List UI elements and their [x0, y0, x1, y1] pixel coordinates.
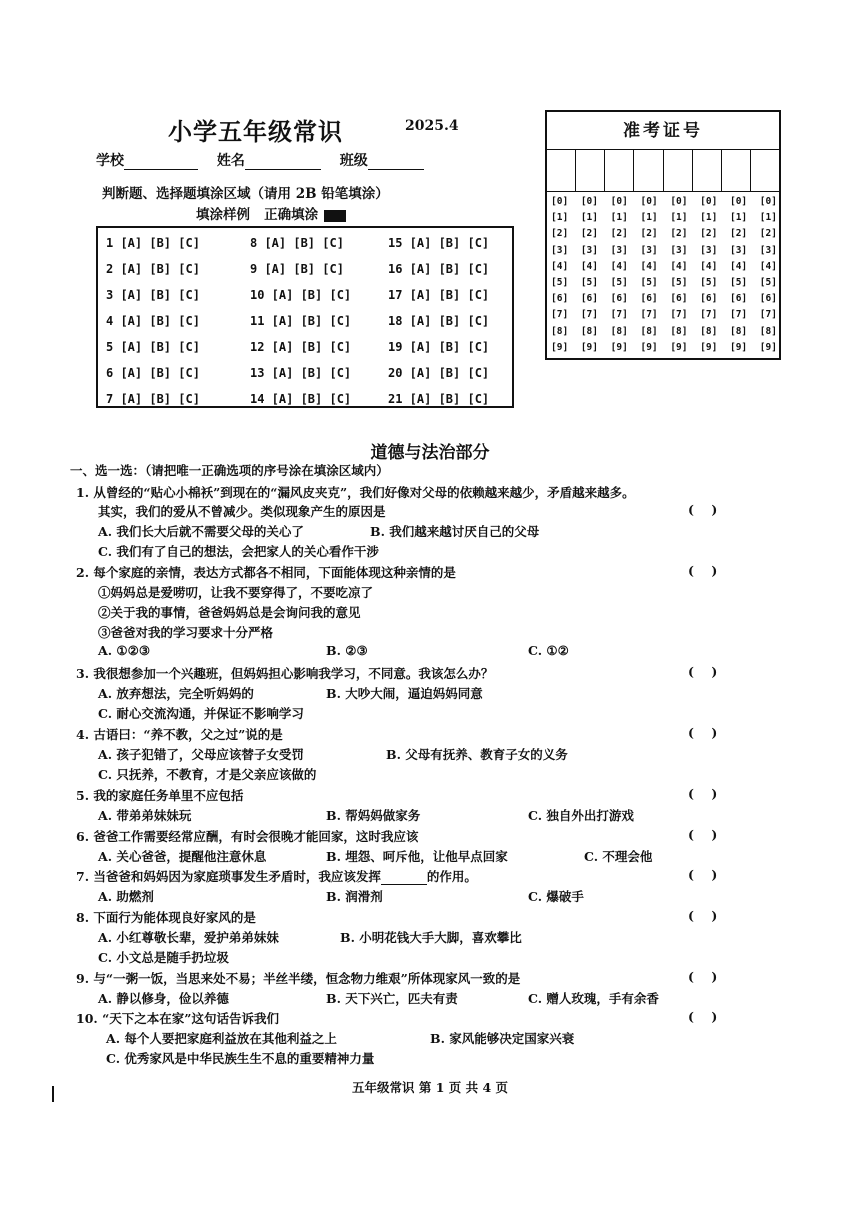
q6-option-a: A. 关心爸爸，提醒他注意休息: [98, 849, 267, 864]
q2-statement-2: ②关于我的事情，爸爸妈妈总是会询问我的意见: [98, 605, 361, 620]
digit-bubble[interactable]: [5]: [700, 277, 718, 289]
answer-paren-1: ( ): [688, 502, 718, 517]
q8-option-c: C. 小文总是随手扔垃圾: [98, 950, 229, 965]
digit-bubble[interactable]: [1]: [580, 212, 598, 224]
admission-number-box: [545, 110, 781, 360]
answer-bubble-row[interactable]: 16 [A] [B] [C]: [388, 262, 490, 276]
answer-bubble-row[interactable]: 21 [A] [B] [C]: [388, 392, 490, 406]
q9-option-c: C. 赠人玫瑰，手有余香: [528, 991, 659, 1006]
digit-column: [670, 194, 687, 356]
q1-option-c: C. 我们有了自己的想法，会把家人的关心看作干涉: [98, 544, 379, 559]
digit-bubble[interactable]: [9]: [640, 341, 658, 353]
answer-sheet-grid: [96, 226, 514, 408]
digit-bubble[interactable]: [3]: [610, 244, 628, 256]
q7-suffix: 的作用。: [426, 869, 477, 884]
digit-column: [640, 194, 657, 356]
digit-bubble[interactable]: [3]: [759, 244, 777, 256]
digit-bubble[interactable]: [5]: [729, 277, 748, 289]
question-7: [76, 867, 477, 885]
digit-bubble[interactable]: [7]: [700, 309, 718, 321]
digit-bubble[interactable]: [1]: [700, 212, 718, 224]
q6-option-c: C. 不理会他: [584, 849, 653, 864]
digit-bubble[interactable]: [5]: [670, 277, 688, 289]
question-1-cont: 其实，我们的爱从不曾减少。类似现象产生的原因是: [98, 504, 386, 519]
q8-option-b: B. 小明花钱大手大脚，喜欢攀比: [340, 930, 522, 945]
answer-bubble-row[interactable]: 15 [A] [B] [C]: [388, 236, 490, 250]
digit-bubble[interactable]: [4]: [551, 260, 569, 272]
q3-option-b: B. 大吵大闹，逼迫妈妈同意: [326, 686, 483, 701]
q1-option-a: A. 我们长大后就不需要父母的关心了: [98, 524, 304, 539]
digit-bubble[interactable]: [9]: [610, 341, 628, 353]
question-1: 1. 从曾经的“贴心小棉袄”到现在的“漏风皮夹克”，我们好像对父母的依赖越来越少，矛盾越来越多。: [76, 485, 635, 500]
name-field[interactable]: [245, 155, 321, 170]
question-6: 6. 爸爸工作需要经常应酬，有时会很晚才能回家，这时我应该: [76, 829, 419, 844]
digit-bubble[interactable]: [5]: [640, 277, 658, 289]
q5-option-a: A. 带弟弟妹妹玩: [98, 808, 192, 823]
sample-label: 填涂样例: [196, 207, 250, 223]
digit-bubble[interactable]: [7]: [759, 309, 777, 321]
student-info-line: [96, 150, 438, 170]
q10-option-b: B. 家风能够决定国家兴衰: [430, 1031, 575, 1046]
digit-bubble[interactable]: [1]: [551, 212, 569, 224]
digit-bubble[interactable]: [4]: [670, 260, 688, 272]
digit-bubble[interactable]: [0]: [580, 196, 598, 207]
answer-bubble-row[interactable]: 6 [A] [B] [C]: [106, 366, 200, 380]
digit-column: [581, 194, 598, 356]
q9-option-b: B. 天下兴亡，匹夫有责: [326, 991, 458, 1006]
q7-option-a: A. 助燃剂: [98, 889, 154, 904]
digit-bubble[interactable]: [8]: [670, 325, 688, 337]
q4-option-b: B. 父母有抚养、教育子女的义务: [386, 747, 568, 762]
answer-bubble-row[interactable]: 2 [A] [B] [C]: [106, 262, 200, 276]
q5-option-c: C. 独自外出打游戏: [528, 808, 634, 823]
digit-bubble[interactable]: [7]: [729, 309, 748, 321]
part-heading: 一、选一选：（请把唯一正确选项的序号涂在填涂区域内）: [70, 463, 389, 478]
digit-bubble[interactable]: [2]: [759, 228, 777, 240]
answer-paren-10: ( ): [688, 1009, 718, 1024]
q2-option-a: A. ①②③: [98, 643, 151, 658]
digit-bubble[interactable]: [2]: [729, 228, 748, 240]
digit-bubble[interactable]: [2]: [640, 228, 658, 240]
digit-bubble[interactable]: [9]: [580, 341, 598, 353]
answer-bubble-row[interactable]: 20 [A] [B] [C]: [388, 366, 490, 380]
digit-bubble[interactable]: [3]: [700, 244, 718, 256]
digit-bubble[interactable]: [4]: [759, 260, 777, 272]
answer-bubble-row[interactable]: 11 [A] [B] [C]: [250, 314, 352, 328]
q6-option-b: B. 埋怨、呵斥他，让他早点回家: [326, 849, 508, 864]
digit-bubble[interactable]: [8]: [551, 325, 569, 337]
q2-statement-1: ①妈妈总是爱唠叨，让我不要穿得了，不要吃凉了: [98, 585, 374, 600]
digit-bubble[interactable]: [2]: [551, 228, 569, 240]
digit-bubble[interactable]: [9]: [700, 341, 718, 353]
answer-paren-4: ( ): [688, 725, 718, 740]
digit-bubble[interactable]: [4]: [729, 260, 748, 272]
q10-option-c: C. 优秀家风是中华民族生生不息的重要精神力量: [106, 1051, 375, 1066]
digit-bubble[interactable]: [8]: [610, 325, 628, 337]
digit-bubble[interactable]: [1]: [640, 212, 658, 224]
admission-number-title: 准考证号: [547, 112, 779, 150]
digit-bubble[interactable]: [2]: [580, 228, 598, 240]
q7-blank[interactable]: [381, 872, 427, 885]
fill-area-note: 判断题、选择题填涂区域（请用 2B 铅笔填涂）: [102, 186, 389, 202]
q3-option-a: A. 放弃想法，完全听妈妈的: [98, 686, 254, 701]
answer-bubble-row[interactable]: 13 [A] [B] [C]: [250, 366, 352, 380]
digit-bubble[interactable]: [3]: [580, 244, 598, 256]
admission-number-cells[interactable]: [547, 150, 779, 192]
q2-statement-3: ③爸爸对我的学习要求十分严格: [98, 625, 274, 640]
answer-paren-5: ( ): [688, 786, 718, 801]
digit-column: [730, 194, 747, 356]
q10-option-a: A. 每个人要把家庭利益放在其他利益之上: [106, 1031, 337, 1046]
answer-paren-7: ( ): [688, 867, 718, 882]
q7-option-c: C. 爆破手: [528, 889, 584, 904]
digit-bubble[interactable]: [6]: [700, 293, 718, 305]
digit-bubble[interactable]: [1]: [759, 212, 777, 224]
digit-bubble[interactable]: [0]: [610, 196, 628, 207]
digit-bubble[interactable]: [4]: [610, 260, 628, 272]
digit-bubble[interactable]: [7]: [640, 309, 658, 321]
fill-sample: [196, 203, 346, 223]
digit-column: [611, 194, 628, 356]
q3-option-c: C. 耐心交流沟通，并保证不影响学习: [98, 706, 304, 721]
answer-bubble-row[interactable]: 5 [A] [B] [C]: [106, 340, 200, 354]
digit-column: [760, 194, 777, 356]
answer-bubble-row[interactable]: 19 [A] [B] [C]: [388, 340, 490, 354]
digit-bubble[interactable]: [5]: [580, 277, 598, 289]
digit-column: [551, 194, 568, 356]
digit-bubble[interactable]: [8]: [729, 325, 748, 337]
digit-bubble[interactable]: [8]: [640, 325, 658, 337]
q4-option-c: C. 只抚养，不教育，才是父亲应该做的: [98, 767, 317, 782]
question-5: 5. 我的家庭任务单里不应包括: [76, 788, 244, 803]
digit-bubble[interactable]: [5]: [551, 277, 569, 289]
digit-bubble[interactable]: [7]: [551, 309, 569, 321]
digit-bubble[interactable]: [6]: [551, 293, 569, 305]
digit-bubble[interactable]: [9]: [759, 341, 777, 353]
filled-sample-mark: [324, 210, 346, 222]
answer-bubble-row[interactable]: 4 [A] [B] [C]: [106, 314, 200, 328]
answer-bubble-row[interactable]: 8 [A] [B] [C]: [250, 236, 344, 250]
school-label: 学校: [96, 153, 124, 169]
digit-bubble[interactable]: [5]: [610, 277, 628, 289]
question-3: 3. 我很想参加一个兴趣班，但妈妈担心影响我学习，不同意。我该怎么办？: [76, 666, 494, 681]
digit-bubble[interactable]: [5]: [759, 277, 777, 289]
digit-bubble[interactable]: [6]: [580, 293, 598, 305]
page-title: 小学五年级常识: [168, 117, 343, 146]
answer-bubble-row[interactable]: 10 [A] [B] [C]: [250, 288, 352, 302]
digit-bubble[interactable]: [3]: [670, 244, 688, 256]
sample-correct-label: 正确填涂: [264, 207, 319, 223]
digit-bubble[interactable]: [8]: [759, 325, 777, 337]
question-9: 9. 与“一粥一饭，当思来处不易；半丝半缕，恒念物力维艰”所体现家风一致的是: [76, 971, 521, 986]
digit-bubble[interactable]: [1]: [729, 212, 748, 224]
digit-bubble[interactable]: [7]: [580, 309, 598, 321]
answer-bubble-row[interactable]: 17 [A] [B] [C]: [388, 288, 490, 302]
digit-bubble[interactable]: [4]: [640, 260, 658, 272]
digit-bubble[interactable]: [4]: [700, 260, 718, 272]
q5-option-b: B. 帮妈妈做家务: [326, 808, 421, 823]
q8-option-a: A. 小红尊敬长辈，爱护弟弟妹妹: [98, 930, 279, 945]
digit-bubble[interactable]: [8]: [580, 325, 598, 337]
q7-option-b: B. 润滑剂: [326, 889, 383, 904]
school-field[interactable]: [124, 155, 198, 170]
digit-column: [700, 194, 717, 356]
section-title: 道德与法治部分: [370, 443, 490, 463]
answer-bubble-row[interactable]: 3 [A] [B] [C]: [106, 288, 200, 302]
digit-bubble[interactable]: [2]: [700, 228, 718, 240]
digit-bubble[interactable]: [3]: [640, 244, 658, 256]
digit-bubble[interactable]: [6]: [729, 293, 748, 305]
class-label: 班级: [339, 153, 368, 169]
digit-bubble[interactable]: [0]: [640, 196, 658, 207]
answer-bubble-row[interactable]: 9 [A] [B] [C]: [250, 262, 344, 276]
digit-bubble[interactable]: [9]: [729, 341, 748, 353]
digit-bubble[interactable]: [6]: [640, 293, 658, 305]
q7-prefix: 7. 当爸爸和妈妈因为家庭琐事发生矛盾时，我应该发挥: [76, 869, 381, 884]
digit-bubble[interactable]: [3]: [551, 244, 569, 256]
answer-bubble-row[interactable]: 1 [A] [B] [C]: [106, 236, 200, 250]
digit-bubble[interactable]: [3]: [729, 244, 748, 256]
digit-bubble[interactable]: [8]: [700, 325, 718, 337]
digit-bubble[interactable]: [2]: [670, 228, 688, 240]
answer-bubble-row[interactable]: 7 [A] [B] [C]: [106, 392, 200, 406]
q1-option-b: B. 我们越来越讨厌自己的父母: [370, 524, 540, 539]
page-footer: 五年级常识 第 1 页 共 4 页: [351, 1080, 508, 1095]
digit-bubble[interactable]: [0]: [729, 196, 748, 207]
question-2: 2. 每个家庭的亲情，表达方式都各不相同，下面能体现这种亲情的是: [76, 565, 456, 580]
answer-paren-6: ( ): [688, 827, 718, 842]
digit-bubble[interactable]: [4]: [580, 260, 598, 272]
question-4: 4. 古语曰：“养不教，父之过”说的是: [76, 727, 283, 742]
answer-paren-3: ( ): [688, 664, 718, 679]
class-field[interactable]: [368, 155, 424, 170]
answer-paren-9: ( ): [688, 969, 718, 984]
digit-bubble[interactable]: [6]: [670, 293, 688, 305]
digit-bubble[interactable]: [6]: [759, 293, 777, 305]
q4-option-a: A. 孩子犯错了，父母应该替子女受罚: [98, 747, 304, 762]
answer-bubble-row[interactable]: 14 [A] [B] [C]: [250, 392, 352, 406]
q9-option-a: A. 静以修身，俭以养德: [98, 991, 229, 1006]
digit-bubble[interactable]: [1]: [610, 212, 628, 224]
digit-bubble-grid: [551, 194, 777, 356]
digit-bubble[interactable]: [0]: [700, 196, 718, 207]
digit-bubble[interactable]: [7]: [670, 309, 688, 321]
digit-bubble[interactable]: [9]: [670, 341, 688, 353]
exam-date: 2025.4: [405, 118, 459, 134]
digit-bubble[interactable]: [1]: [670, 212, 688, 224]
digit-bubble[interactable]: [0]: [670, 196, 688, 207]
digit-bubble[interactable]: [9]: [551, 341, 569, 353]
name-label: 姓名: [216, 153, 245, 169]
digit-bubble[interactable]: [7]: [610, 309, 628, 321]
question-10: 10. “天下之本在家”这句话告诉我们: [76, 1011, 279, 1026]
margin-mark: [52, 1086, 54, 1102]
question-8: 8. 下面行为能体现良好家风的是: [76, 910, 256, 925]
digit-bubble[interactable]: [6]: [610, 293, 628, 305]
digit-bubble[interactable]: [0]: [551, 196, 569, 207]
q2-option-b: B. ②③: [326, 643, 368, 658]
answer-paren-8: ( ): [688, 908, 718, 923]
digit-bubble[interactable]: [0]: [759, 196, 777, 207]
digit-bubble[interactable]: [2]: [610, 228, 628, 240]
answer-paren-2: ( ): [688, 563, 718, 578]
answer-bubble-row[interactable]: 12 [A] [B] [C]: [250, 340, 352, 354]
q2-option-c: C. ①②: [528, 643, 569, 658]
answer-bubble-row[interactable]: 18 [A] [B] [C]: [388, 314, 490, 328]
